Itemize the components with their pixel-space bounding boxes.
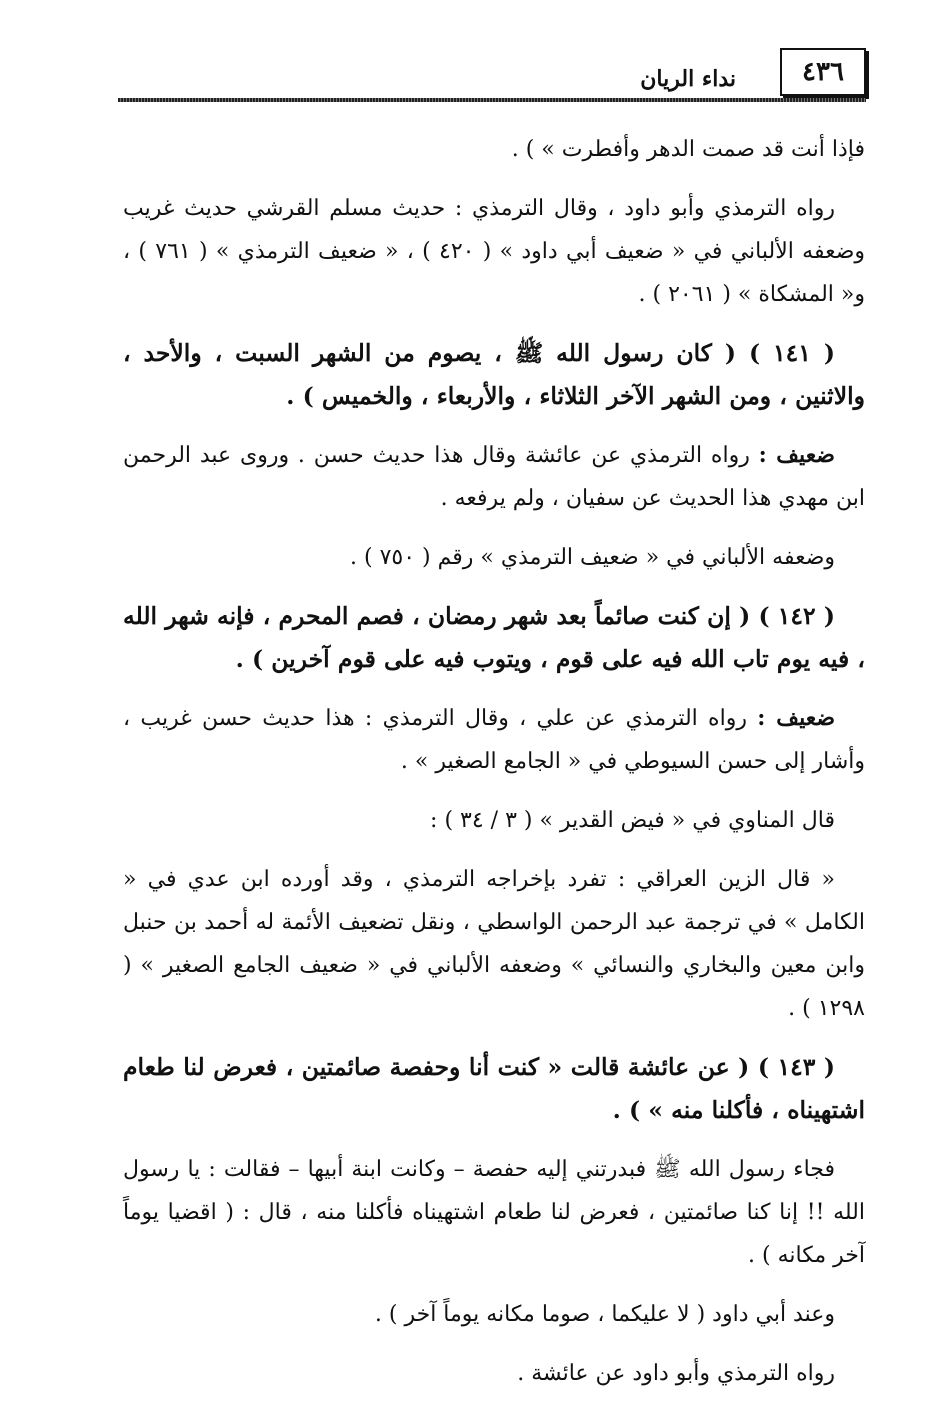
header-rule bbox=[118, 98, 866, 102]
paragraph-iraqi-quote: « قال الزين العراقي : تفرد بإخراجه الترمذي ، وقد أورده ابن عدي في « الكامل » في ترجمة عبد الرحمن الواسطي ، ونقل تضعيف الأئمة له أحمد بن حنبل وابن معين والبخاري والنسائي » وضعفه الألباني في « ضعيف الجامع الصغير » ( ١٢٩٨ ) . bbox=[123, 867, 865, 1021]
paragraph-albani-141: وضعفه الألباني في « ضعيف الترمذي » رقم ( ٧٥٠ ) . bbox=[350, 545, 835, 570]
paragraph-grading-141 bbox=[123, 434, 865, 520]
page-body bbox=[123, 128, 865, 1411]
grading-label: ضعيف : bbox=[758, 442, 835, 468]
running-title: نداء الريان bbox=[640, 66, 736, 92]
page-header bbox=[118, 48, 866, 102]
paragraph-grading-142 bbox=[123, 697, 865, 783]
paragraph-source: رواه الترمذي وأبو داود عن عائشة . bbox=[517, 1361, 835, 1386]
grading-label: ضعيف : bbox=[757, 705, 835, 731]
hadith-141: ( ١٤١ ) ( كان رسول الله ﷺ ، يصوم من الشهر السبت ، والأحد ، والاثنين ، ومن الشهر الآخر الثلاثاء ، والأربعاء ، والخميس ) . bbox=[123, 339, 865, 410]
paragraph-hafsa: فجاء رسول الله ﷺ فبدرتني إليه حفصة – وكانت ابنة أبيها – فقالت : يا رسول الله !! إنا كنا صائمتين ، فعرض لنا طعام اشتهيناه فأكلنا منه ، قال : ( اقضيا يوماً آخر مكانه ) . bbox=[123, 1157, 865, 1268]
grading-text: رواه الترمذي عن عائشة وقال هذا حديث حسن . وروى عبد الرحمن ابن مهدي هذا الحديث عن سفيان ، ولم يرفعه . bbox=[123, 443, 865, 511]
paragraph-munawi: قال المناوي في « فيض القدير » ( ٣ / ٣٤ ) : bbox=[430, 808, 835, 833]
hadith-143: ( ١٤٣ ) ( عن عائشة قالت « كنت أنا وحفصة صائمتين ، فعرض لنا طعام اشتهيناه ، فأكلنا منه » ) . bbox=[123, 1053, 865, 1124]
paragraph-continuation: فإذا أنت قد صمت الدهر وأفطرت » ) . bbox=[511, 137, 865, 162]
page-number: ٤٣٦ bbox=[780, 48, 866, 96]
hadith-142: ( ١٤٢ ) ( إن كنت صائماً بعد شهر رمضان ، فصم المحرم ، فإنه شهر الله ، فيه يوم تاب الله فيه على قوم ، ويتوب فيه على قوم آخرين ) . bbox=[123, 602, 865, 673]
grading-text: رواه الترمذي عن علي ، وقال الترمذي : هذا حديث حسن غريب ، وأشار إلى حسن السيوطي في « الجامع الصغير » . bbox=[123, 706, 865, 774]
paragraph-abu-dawud: وعند أبي داود ( لا عليكما ، صوما مكانه يوماً آخر ) . bbox=[374, 1302, 835, 1327]
paragraph-takhrij: رواه الترمذي وأبو داود ، وقال الترمذي : حديث مسلم القرشي حديث غريب وضعفه الألباني في « ضعيف أبي داود » ( ٤٢٠ ) ، « ضعيف الترمذي » ( ٧٦١ ) ، و« المشكاة » ( ٢٠٦١ ) . bbox=[123, 196, 866, 307]
